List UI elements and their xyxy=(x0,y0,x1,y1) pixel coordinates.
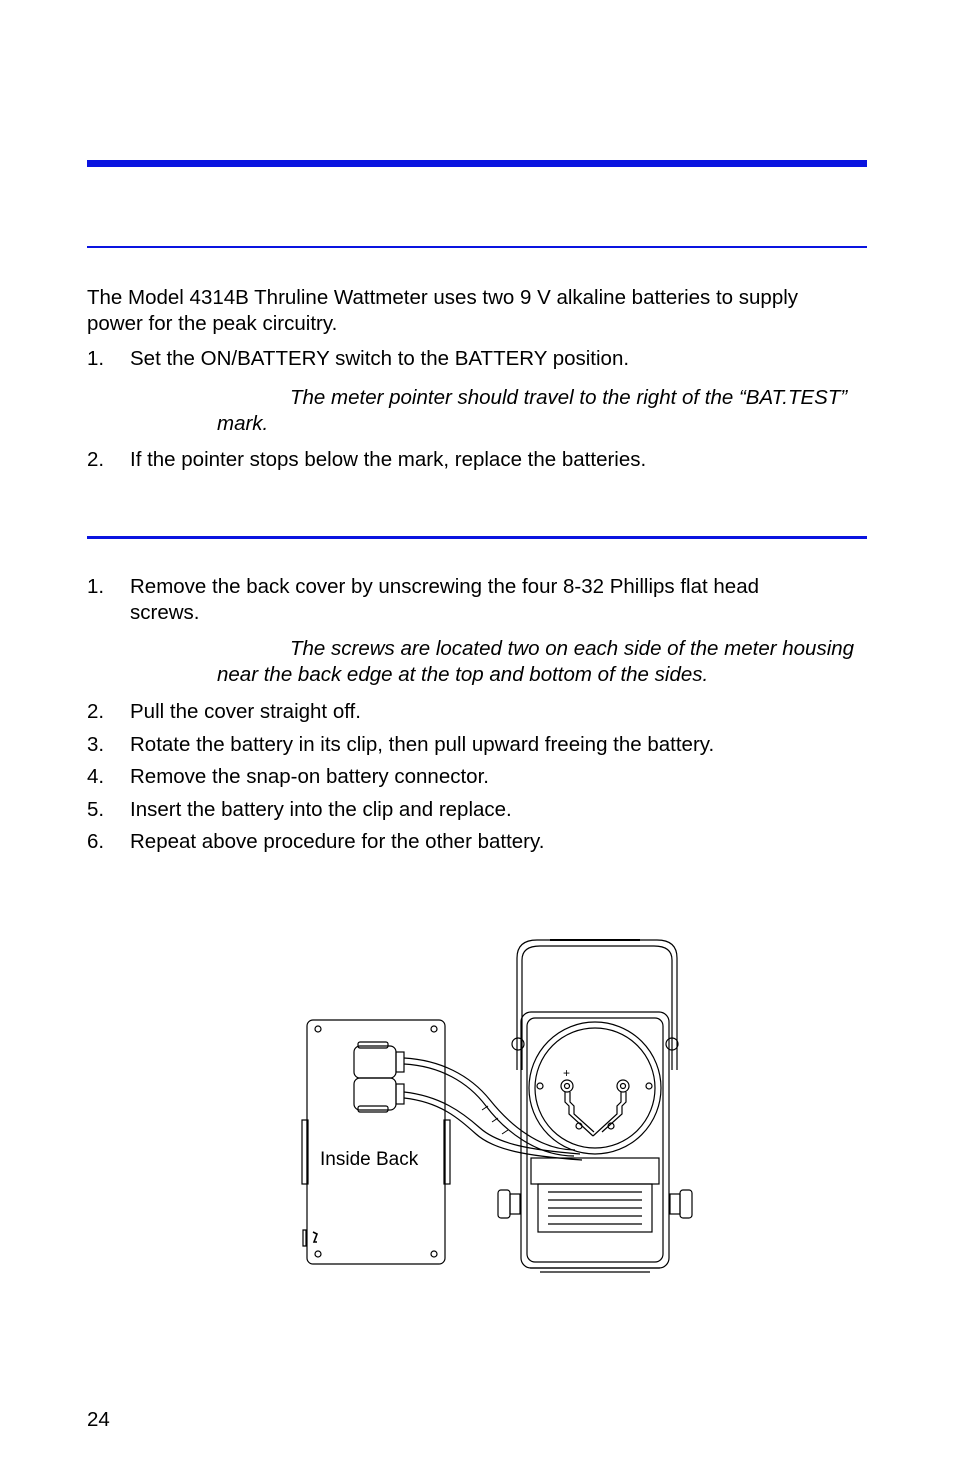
replace-step-3-text: Rotate the battery in its clip, then pull upward freeing the battery. xyxy=(130,733,715,756)
wattmeter-housing xyxy=(498,940,692,1272)
replace-step-1-line-2: screws. xyxy=(130,601,200,624)
positive-terminal xyxy=(561,1080,573,1092)
replace-step-1-line-1: Remove the back cover by unscrewing the four 8-32 Phillips flat head xyxy=(130,575,760,598)
meter-dial-inner xyxy=(535,1028,655,1148)
replace-step-3-number: 3. xyxy=(87,733,105,756)
test-step-2-number: 2. xyxy=(87,448,105,471)
page-number: 24 xyxy=(87,1408,110,1431)
replace-note-line-2: near the back edge at the top and bottom of the sides. xyxy=(217,663,709,686)
test-note-line-2: mark. xyxy=(217,412,269,435)
test-note-line-1: The meter pointer should travel to the right of the “BAT.TEST” xyxy=(290,386,848,409)
negative-terminal xyxy=(617,1080,629,1092)
intro-line-1: The Model 4314B Thruline Wattmeter uses two 9 V alkaline batteries to supply xyxy=(87,286,799,309)
intro-line-2: power for the peak circuitry. xyxy=(87,312,338,335)
replace-step-4-number: 4. xyxy=(87,765,105,788)
cover-screw-hole xyxy=(431,1251,437,1257)
replace-step-6-text: Repeat above procedure for the other battery. xyxy=(130,830,545,853)
inside-back-cover xyxy=(302,1020,450,1264)
replace-step-5-text: Insert the battery into the clip and replace. xyxy=(130,798,512,821)
rf-connector-left xyxy=(498,1190,510,1218)
replace-step-2-text: Pull the cover straight off. xyxy=(130,700,361,723)
cover-screw-hole xyxy=(315,1251,321,1257)
test-step-1-text: Set the ON/BATTERY switch to the BATTERY position. xyxy=(130,347,630,370)
replace-step-1-number: 1. xyxy=(87,575,105,598)
inside-back-label: Inside Back xyxy=(320,1149,419,1170)
replace-note-line-1: The screws are located two on each side of the meter housing xyxy=(290,637,855,660)
replace-step-4-text: Remove the snap-on battery connector. xyxy=(130,765,489,788)
rf-connector-right xyxy=(680,1190,692,1218)
battery-wires xyxy=(404,1058,582,1160)
replace-step-5-number: 5. xyxy=(87,798,105,821)
cover-screw-hole xyxy=(315,1026,321,1032)
test-step-1-number: 1. xyxy=(87,347,105,370)
replace-step-2-number: 2. xyxy=(87,700,105,723)
plus-sign-label: + xyxy=(563,1066,571,1080)
replace-step-6-number: 6. xyxy=(87,830,105,853)
cover-screw-hole xyxy=(431,1026,437,1032)
test-step-2-text: If the pointer stops below the mark, replace the batteries. xyxy=(130,448,647,471)
